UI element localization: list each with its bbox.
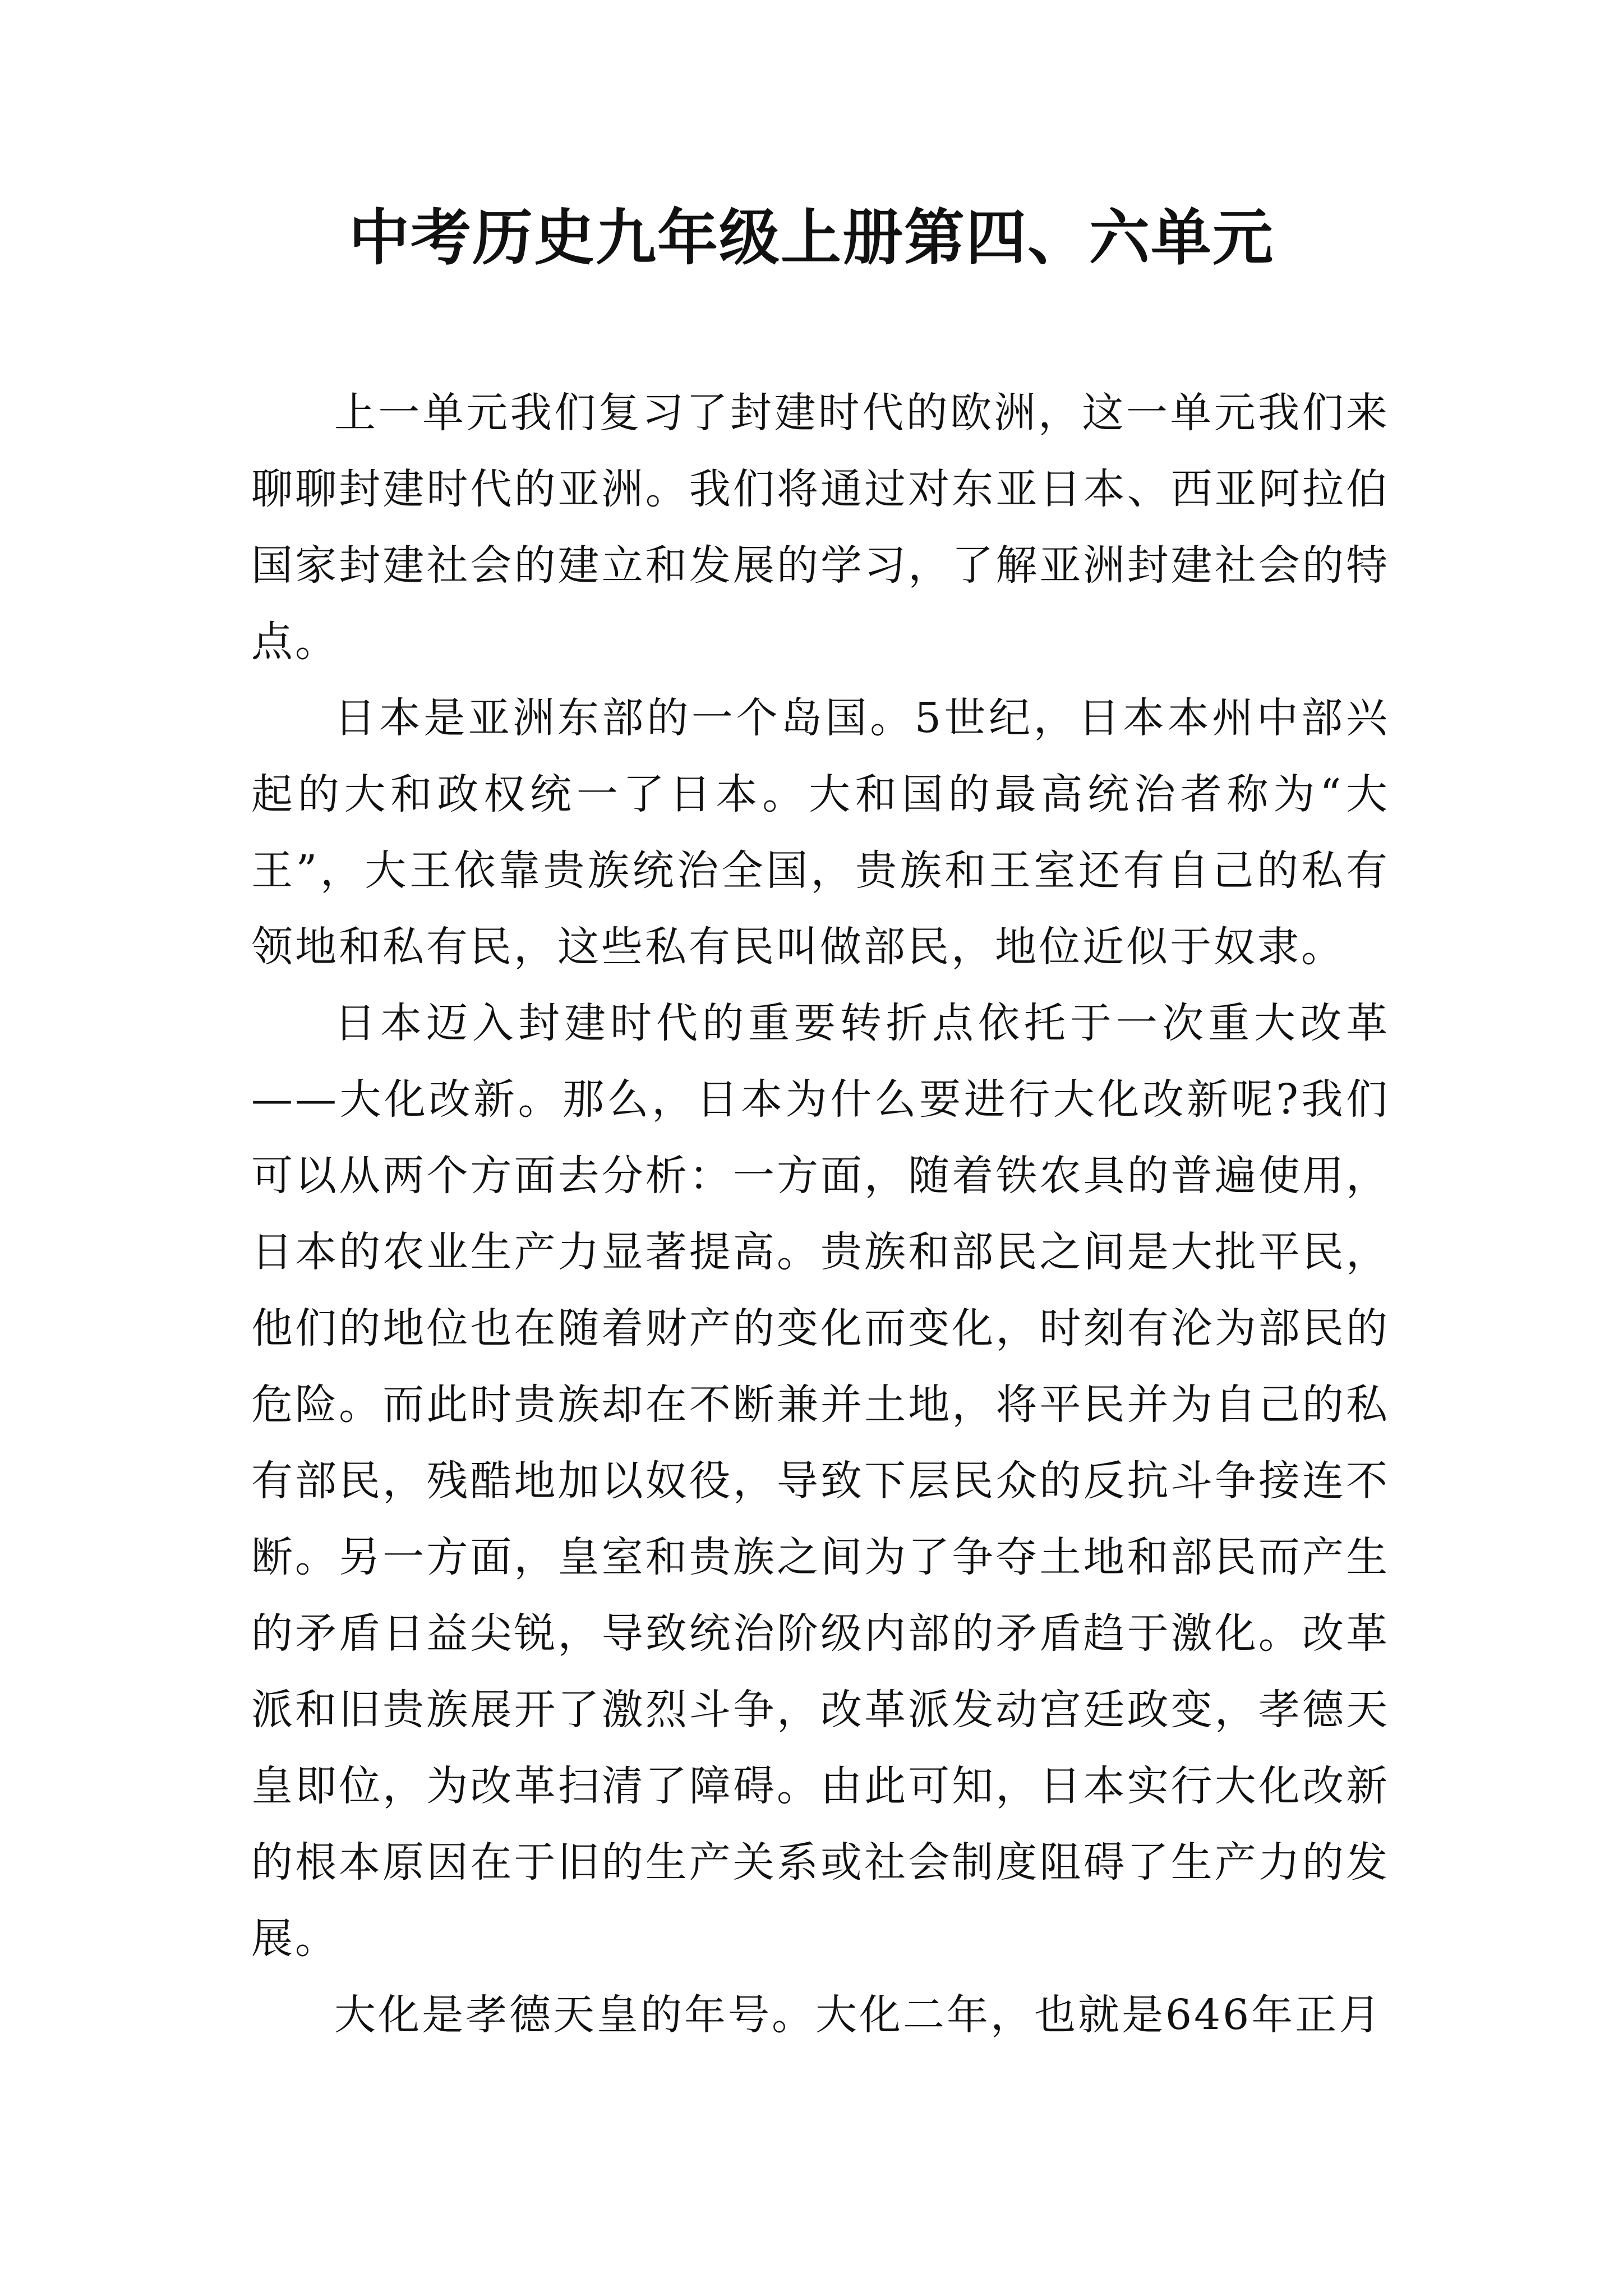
document-body bbox=[251, 375, 1390, 2053]
page-title: 中考历史九年级上册第四、六单元 bbox=[348, 203, 1274, 273]
paragraph-1: 上一单元我们复习了封建时代的欧洲，这一单元我们来聊聊封建时代的亚洲。我们将通过对东亚日本、西亚阿拉伯国家封建社会的建立和发展的学习，了解亚洲封建社会的特点。 bbox=[251, 389, 1390, 666]
paragraph-3: 日本迈入封建时代的重要转折点依托于一次重大改革——大化改新。那么，日本为什么要进行大化改新呢?我们可以从两个方面去分析：一方面，随着铁农具的普遍使用，日本的农业生产力显著提高。贵族和部民之间是大批平民，他们的地位也在随着财产的变化而变化，时刻有沦为部民的危险。而此时贵族却在不断兼并土地，将平民并为自己的私有部民，残酷地加以奴役，导致下层民众的反抗斗争接连不断。另一方面，皇室和贵族之间为了争夺土地和部民而产生的矛盾日益尖锐，导致统治阶级内部的矛盾趋于激化。改革派和旧贵族展开了激烈斗争，改革派发动宫廷政变，孝德天皇即位，为改革扫清了障碍。由此可知，日本实行大化改新的根本原因在于旧的生产关系或社会制度阻碍了生产力的发展。 bbox=[251, 999, 1390, 1963]
paragraph-4: 大化是孝德天皇的年号。大化二年，也就是646年正月 bbox=[334, 1991, 1383, 2039]
paragraph-2: 日本是亚洲东部的一个岛国。5世纪，日本本州中部兴起的大和政权统一了日本。大和国的最高统治者称为“大王”，大王依靠贵族统治全国，贵族和王室还有自己的私有领地和私有民，这些私有民叫做部民，地位近似于奴隶。 bbox=[251, 694, 1390, 971]
